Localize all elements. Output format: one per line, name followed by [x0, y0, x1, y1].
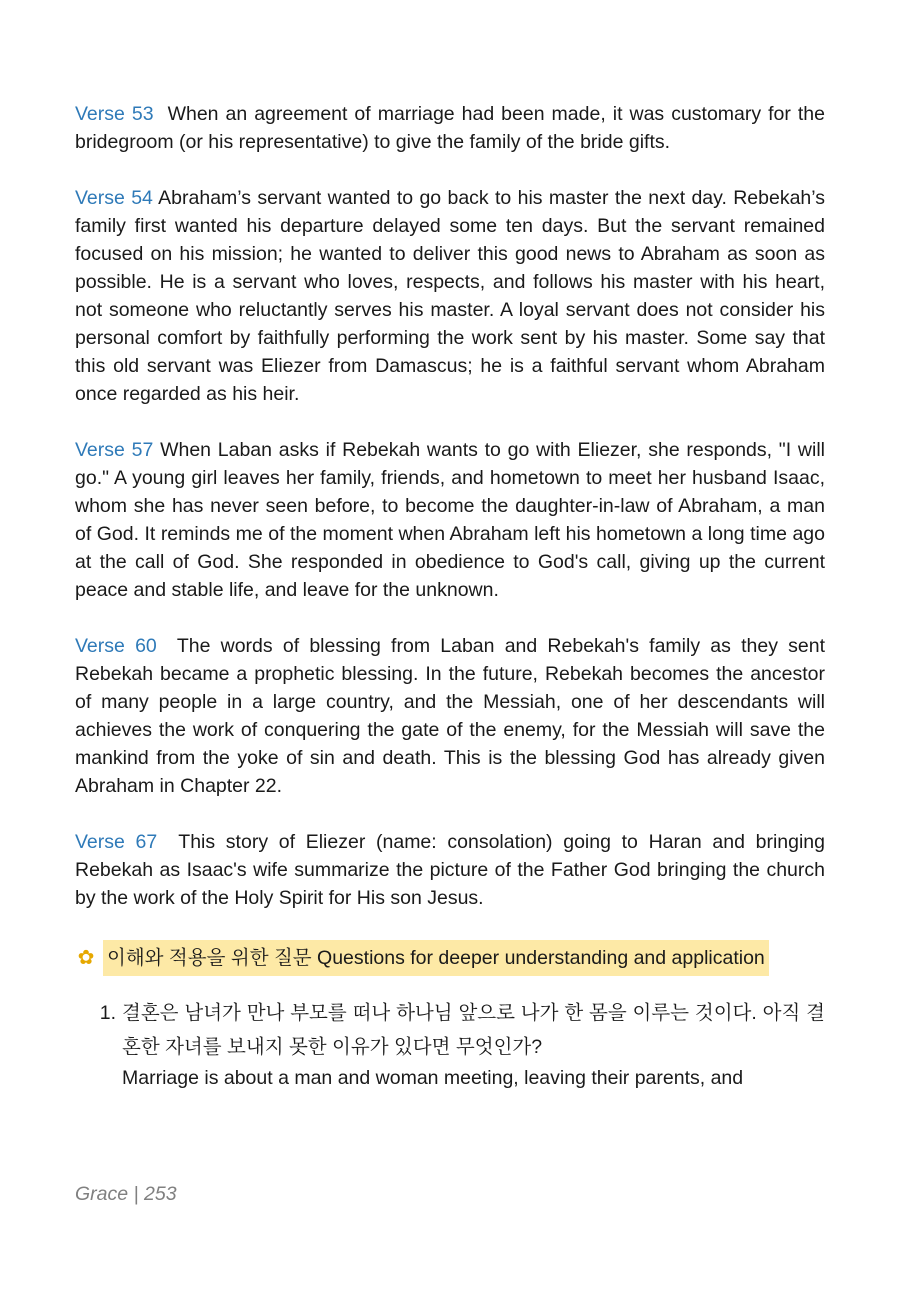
- question-korean: 결혼은 남녀가 만나 부모를 떠나 하나님 앞으로 나가 한 몸을 이루는 것이다. 아직 결혼한 자녀를 보내지 못한 이유가 있다면 무엇인가?: [122, 1002, 825, 1058]
- verse-label: Verse 60: [75, 635, 157, 657]
- question-list: [75, 996, 825, 1092]
- page-body: [75, 100, 825, 1092]
- verse-text: When Laban asks if Rebekah wants to go with Eliezer, she responds, "I will go." A young girl leaves her family, friends, and hometown to meet her husband Isaac, whom she has never seen before, to become the daughter-in-law of Abraham, a man of God. It reminds me of the moment when Abraham left his hometown a long time ago at the call of God. She responded in obedience to God's call, giving up the current peace and stable life, and leave for the unknown.: [75, 439, 825, 601]
- verse-label: Verse 57: [75, 439, 154, 461]
- verse-paragraph-67: [75, 828, 825, 912]
- page-footer: Grace | 253: [75, 1183, 177, 1205]
- verse-paragraph-60: [75, 632, 825, 800]
- verse-text: Abraham’s servant wanted to go back to his master the next day. Rebekah’s family first wanted his departure delayed some ten days. But the servant remained focused on his mission; he wanted to deliver this good news to Abraham as soon as possible. He is a servant who loves, respects, and follows his master with his heart, not someone who reluctantly serves his master. A loyal servant does not consider his personal comfort by faithfully performing the work sent by his master. Some say that this old servant was Eliezer from Damascus; he is a faithful servant whom Abraham once regarded as his heir.: [75, 187, 825, 405]
- flower-icon: ✿: [77, 947, 95, 969]
- verse-paragraph-57: [75, 436, 825, 604]
- verse-text: This story of Eliezer (name: consolation) going to Haran and bringing Rebekah as Isaac's wife summarize the picture of the Father God bringing the church by the work of the Holy Spirit for His son Jesus.: [75, 831, 825, 909]
- verse-text: The words of blessing from Laban and Rebekah's family as they sent Rebekah became a prophetic blessing. In the future, Rebekah becomes the ancestor of many people in a large country, and the Messiah, one of her descendants will achieves the work of conquering the gate of the enemy, for the Messiah will save the mankind from the yoke of sin and death. This is the blessing God has already given Abraham in Chapter 22.: [75, 635, 825, 797]
- verse-text: When an agreement of marriage had been made, it was customary for the bridegroom (or his representative) to give the family of the bride gifts.: [75, 103, 825, 153]
- verse-label: Verse 67: [75, 831, 158, 853]
- question-number: 1.: [99, 1002, 116, 1024]
- questions-title: 이해와 적용을 위한 질문 Questions for deeper understanding and application: [103, 940, 769, 976]
- questions-header: [75, 940, 825, 976]
- verse-label: Verse 53: [75, 103, 154, 125]
- verse-paragraph-53: [75, 100, 825, 156]
- question-text: [122, 996, 825, 1092]
- question-item: [75, 996, 825, 1092]
- verse-label: Verse 54: [75, 187, 153, 209]
- verse-paragraph-54: [75, 184, 825, 408]
- question-english: Marriage is about a man and woman meeting, leaving their parents, and: [122, 1067, 744, 1089]
